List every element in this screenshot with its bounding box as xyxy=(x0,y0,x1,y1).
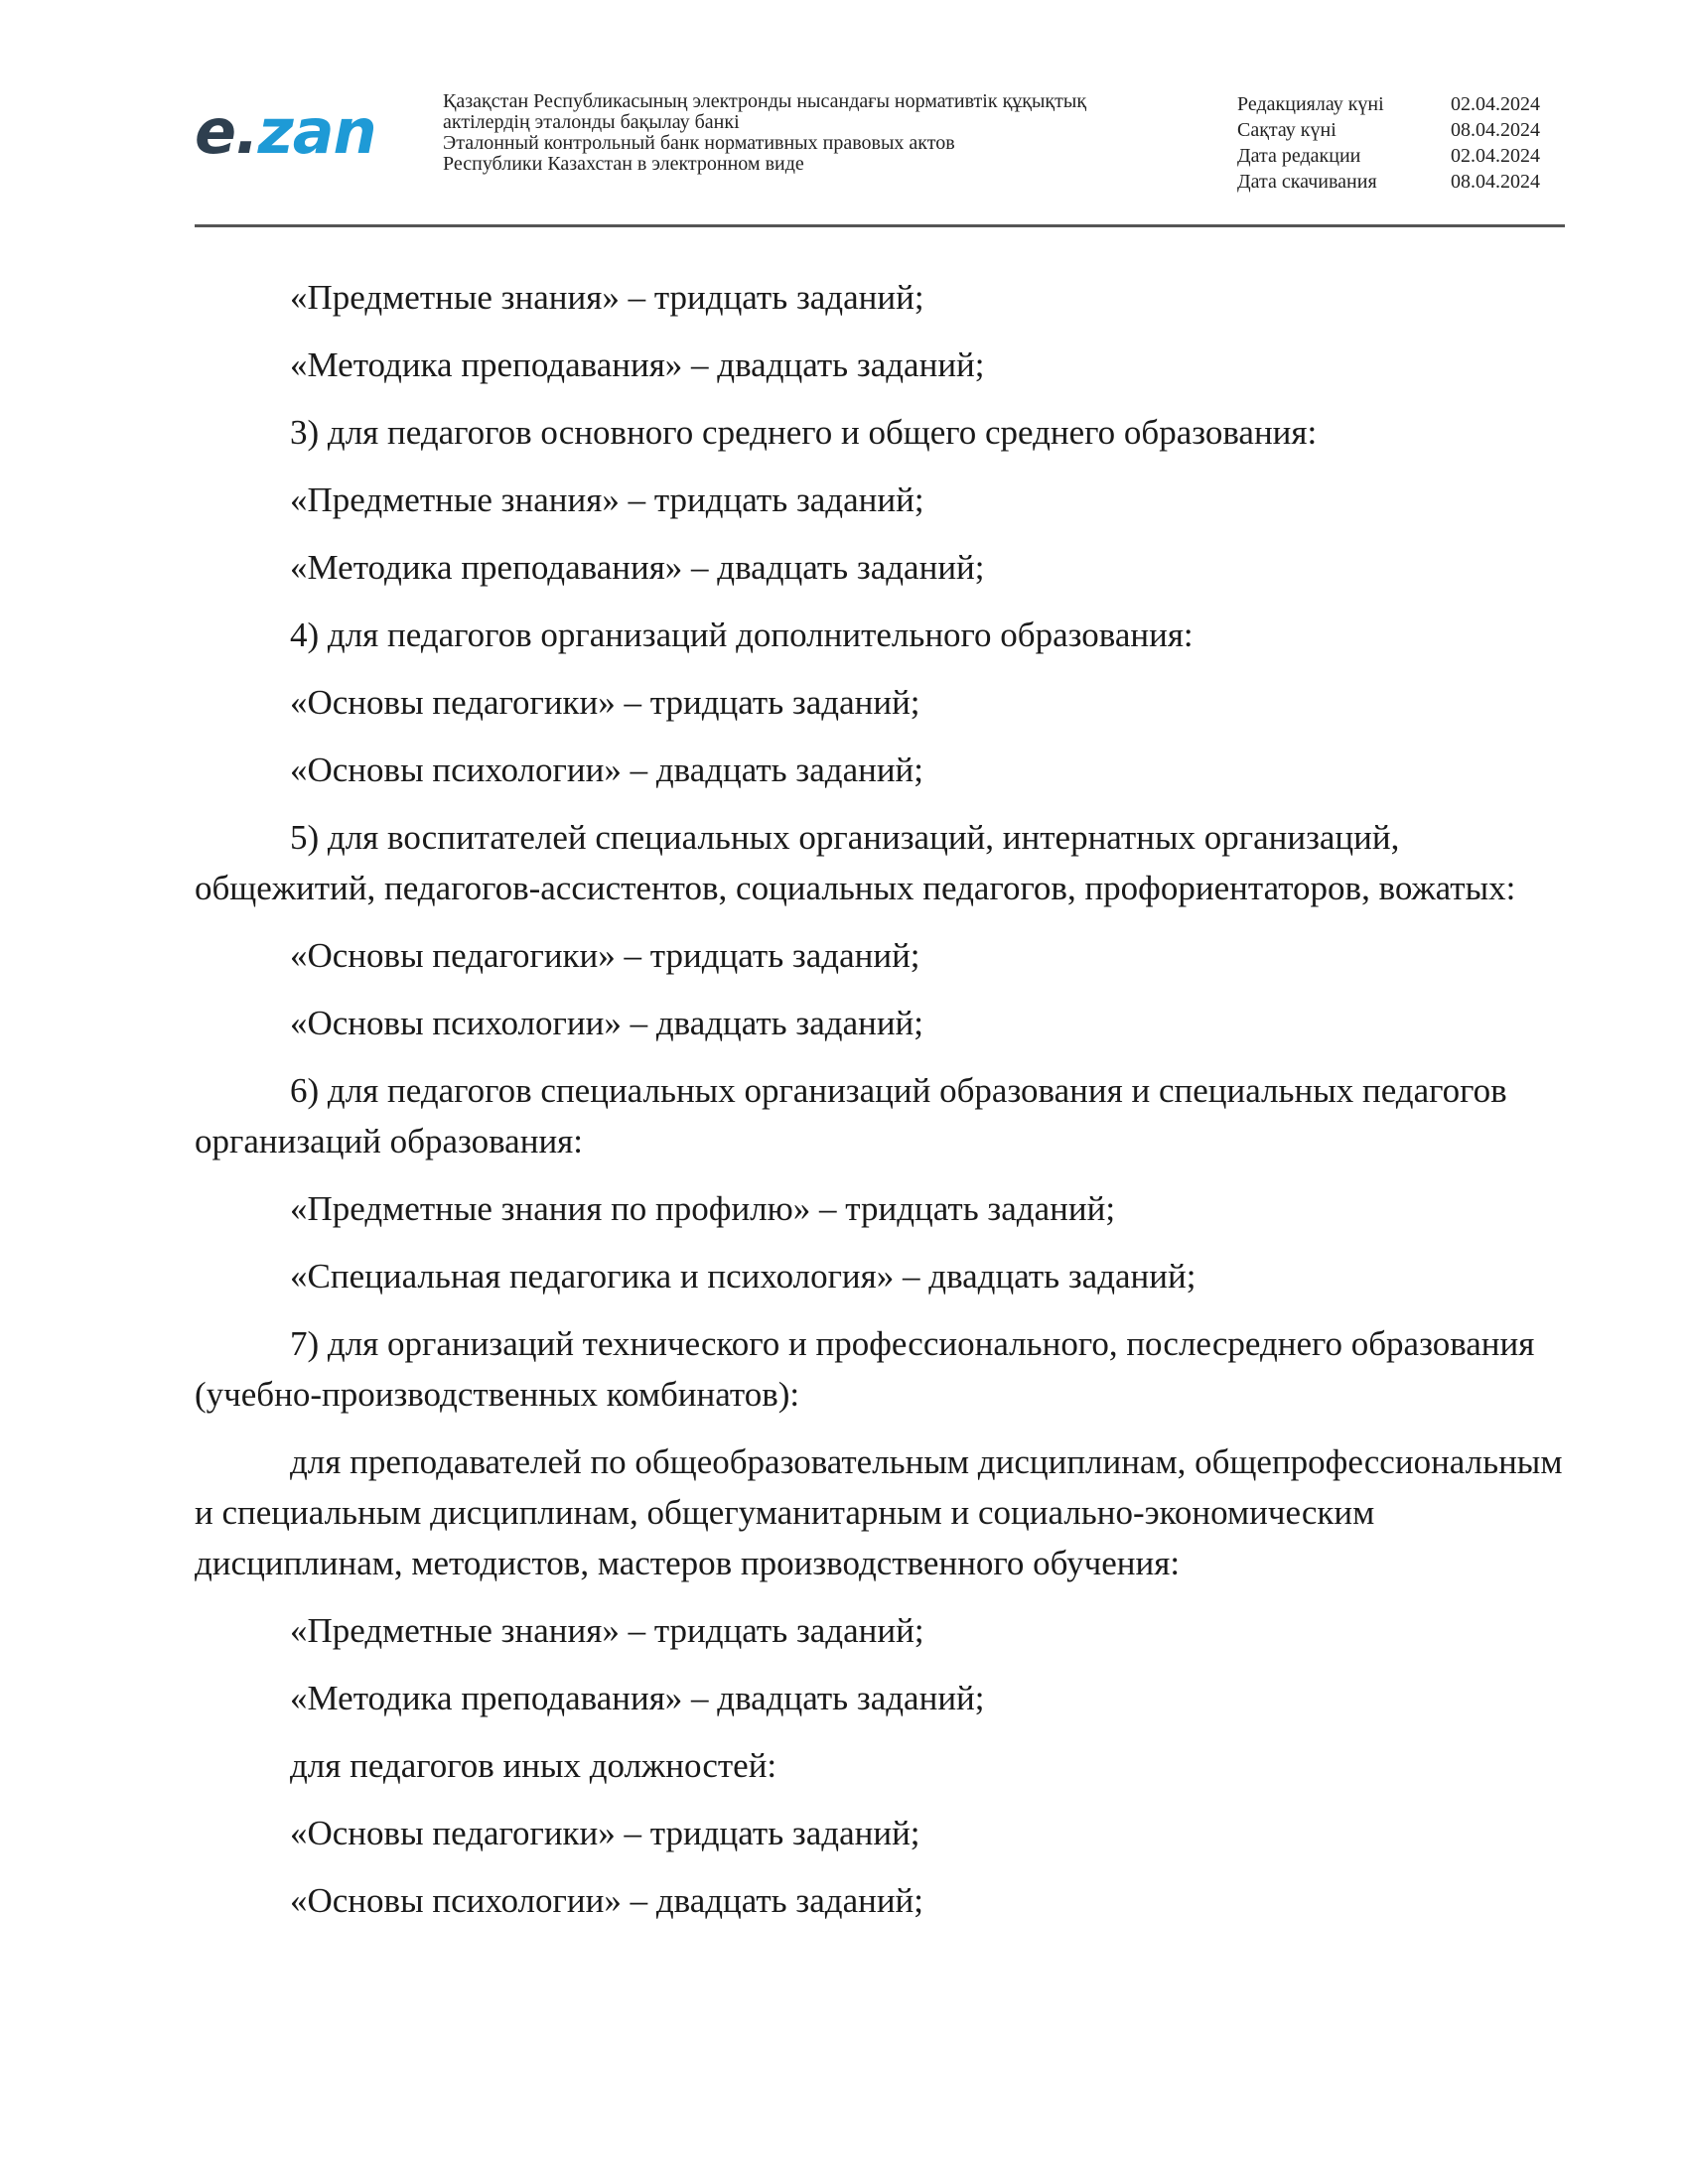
paragraph: «Предметные знания по профилю» – тридцать заданий; xyxy=(290,1189,1116,1228)
meta-label: Дата редакции xyxy=(1237,145,1361,167)
meta-label: Дата скачивания xyxy=(1237,171,1377,193)
paragraph: «Основы психологии» – двадцать заданий; xyxy=(290,1004,924,1042)
meta-value: 08.04.2024 xyxy=(1451,171,1540,193)
header-meta xyxy=(1237,91,1565,195)
meta-row-edit-date-ru xyxy=(1237,143,1565,169)
logo-zan: zan xyxy=(257,95,376,168)
paragraph: 5) для воспитателей специальных организаций, интернатных организаций, общежитий, педагогов-ассистентов, социальных педагогов, профориентаторов, вожатых: xyxy=(195,818,1516,907)
paragraph: «Основы педагогики» – тридцать заданий; xyxy=(290,936,920,975)
document-body xyxy=(195,272,1565,1943)
header-title-line: Қазақстан Республикасының электронды нысандағы нормативтік құқықтық xyxy=(443,90,1087,112)
meta-label: Редакциялау күні xyxy=(1237,93,1384,115)
meta-row-download-date-ru xyxy=(1237,169,1565,195)
paragraph: «Специальная педагогика и психология» – двадцать заданий; xyxy=(290,1257,1196,1296)
header-title-line: Эталонный контрольный банк нормативных правовых актов xyxy=(443,132,955,154)
paragraph: 4) для педагогов организаций дополнительного образования: xyxy=(290,615,1194,654)
ezan-logo xyxy=(195,95,376,168)
logo-e: e xyxy=(195,95,236,168)
meta-label: Сақтау күні xyxy=(1237,119,1336,141)
paragraph: для преподавателей по общеобразовательным дисциплинам, общепрофессиональным и специальным дисциплинам, общегуманитарным и социально-экономическим дисциплинам, методистов, мастеров производственного обучения: xyxy=(195,1442,1563,1582)
document-header xyxy=(195,87,1565,222)
paragraph: для педагогов иных должностей: xyxy=(290,1746,777,1785)
paragraph: 3) для педагогов основного среднего и общего среднего образования: xyxy=(290,413,1318,452)
meta-value: 02.04.2024 xyxy=(1451,93,1540,115)
paragraph: «Основы психологии» – двадцать заданий; xyxy=(290,1881,924,1920)
paragraph: «Основы педагогики» – тридцать заданий; xyxy=(290,1814,920,1852)
paragraph: «Основы педагогики» – тридцать заданий; xyxy=(290,683,920,722)
paragraph: 6) для педагогов специальных организаций образования и специальных педагогов организаций образования: xyxy=(195,1071,1507,1160)
header-title xyxy=(443,91,1158,175)
paragraph: «Предметные знания» – тридцать заданий; xyxy=(290,1611,924,1650)
meta-value: 08.04.2024 xyxy=(1451,119,1540,141)
header-title-line: Республики Казахстан в электронном виде xyxy=(443,153,804,175)
paragraph: «Методика преподавания» – двадцать заданий; xyxy=(290,548,985,587)
meta-value: 02.04.2024 xyxy=(1451,145,1540,167)
logo-dot: . xyxy=(235,95,258,168)
paragraph: «Методика преподавания» – двадцать заданий; xyxy=(290,345,985,384)
meta-row-edit-date-kz xyxy=(1237,91,1565,117)
header-title-line: актілердің эталонды бақылау банкі xyxy=(443,111,740,133)
meta-row-save-date-kz xyxy=(1237,117,1565,143)
paragraph: «Методика преподавания» – двадцать заданий; xyxy=(290,1679,985,1717)
paragraph: «Предметные знания» – тридцать заданий; xyxy=(290,278,924,317)
header-divider xyxy=(195,224,1565,227)
paragraph: «Основы психологии» – двадцать заданий; xyxy=(290,751,924,789)
paragraph: «Предметные знания» – тридцать заданий; xyxy=(290,480,924,519)
paragraph: 7) для организаций технического и профессионального, послесреднего образования (учебно-производственных комбинатов): xyxy=(195,1324,1535,1414)
